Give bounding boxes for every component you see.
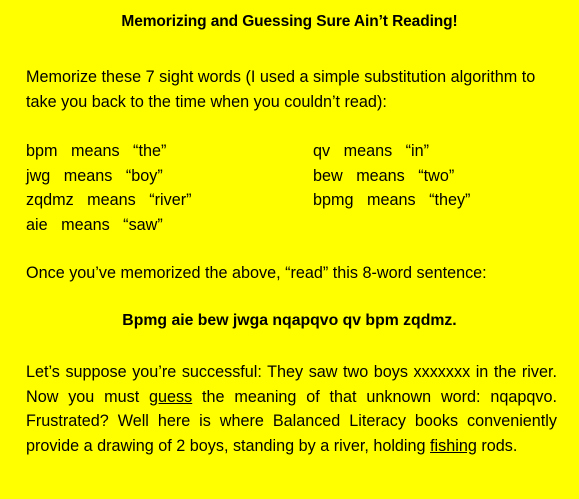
coded-sentence: Bpmg aie bew jwga nqapqvo qv bpm zqdmz. xyxy=(122,312,457,329)
underlined-word-fishing: fishing xyxy=(430,436,477,455)
document-title: Memorizing and Guessing Sure Ain’t Reading! xyxy=(121,13,458,30)
sight-word-entry: zqdmz means “river” xyxy=(26,191,192,209)
sight-word-entry: bpm means “the” xyxy=(26,142,167,160)
sight-word-entry: bew means “two” xyxy=(313,166,455,185)
sight-word-entry: bpmg means “they” xyxy=(313,191,471,209)
closing-paragraph xyxy=(26,360,557,458)
intro-paragraph: Memorize these 7 sight words (I used a simple substitution algorithm to take you back to the time when you couldn’t read): xyxy=(26,68,536,111)
instruction-paragraph: Once you’ve memorized the above, “read” this 8-word sentence: xyxy=(26,264,487,282)
closing-text-part1: Let’s suppose you’re successful: They saw two boys xxxxxxx in the river. Now you must xyxy=(26,363,557,406)
closing-text-part3: rods. xyxy=(476,436,518,455)
sight-word-entry: aie means “saw” xyxy=(26,215,163,234)
underlined-word-guess: guess xyxy=(149,387,193,406)
sight-words-right-column xyxy=(313,139,557,213)
sight-words-left-column xyxy=(26,139,306,237)
closing-text-part2: the meaning of that unknown word: nqapqvo. Frustrated? Well here is where Balanced Literacy books conveniently provide a drawing of 2 boys, standing by a river, holding xyxy=(26,387,557,455)
sight-word-entry: jwg means “boy” xyxy=(26,166,163,185)
sight-word-entry: qv means “in” xyxy=(313,142,430,160)
